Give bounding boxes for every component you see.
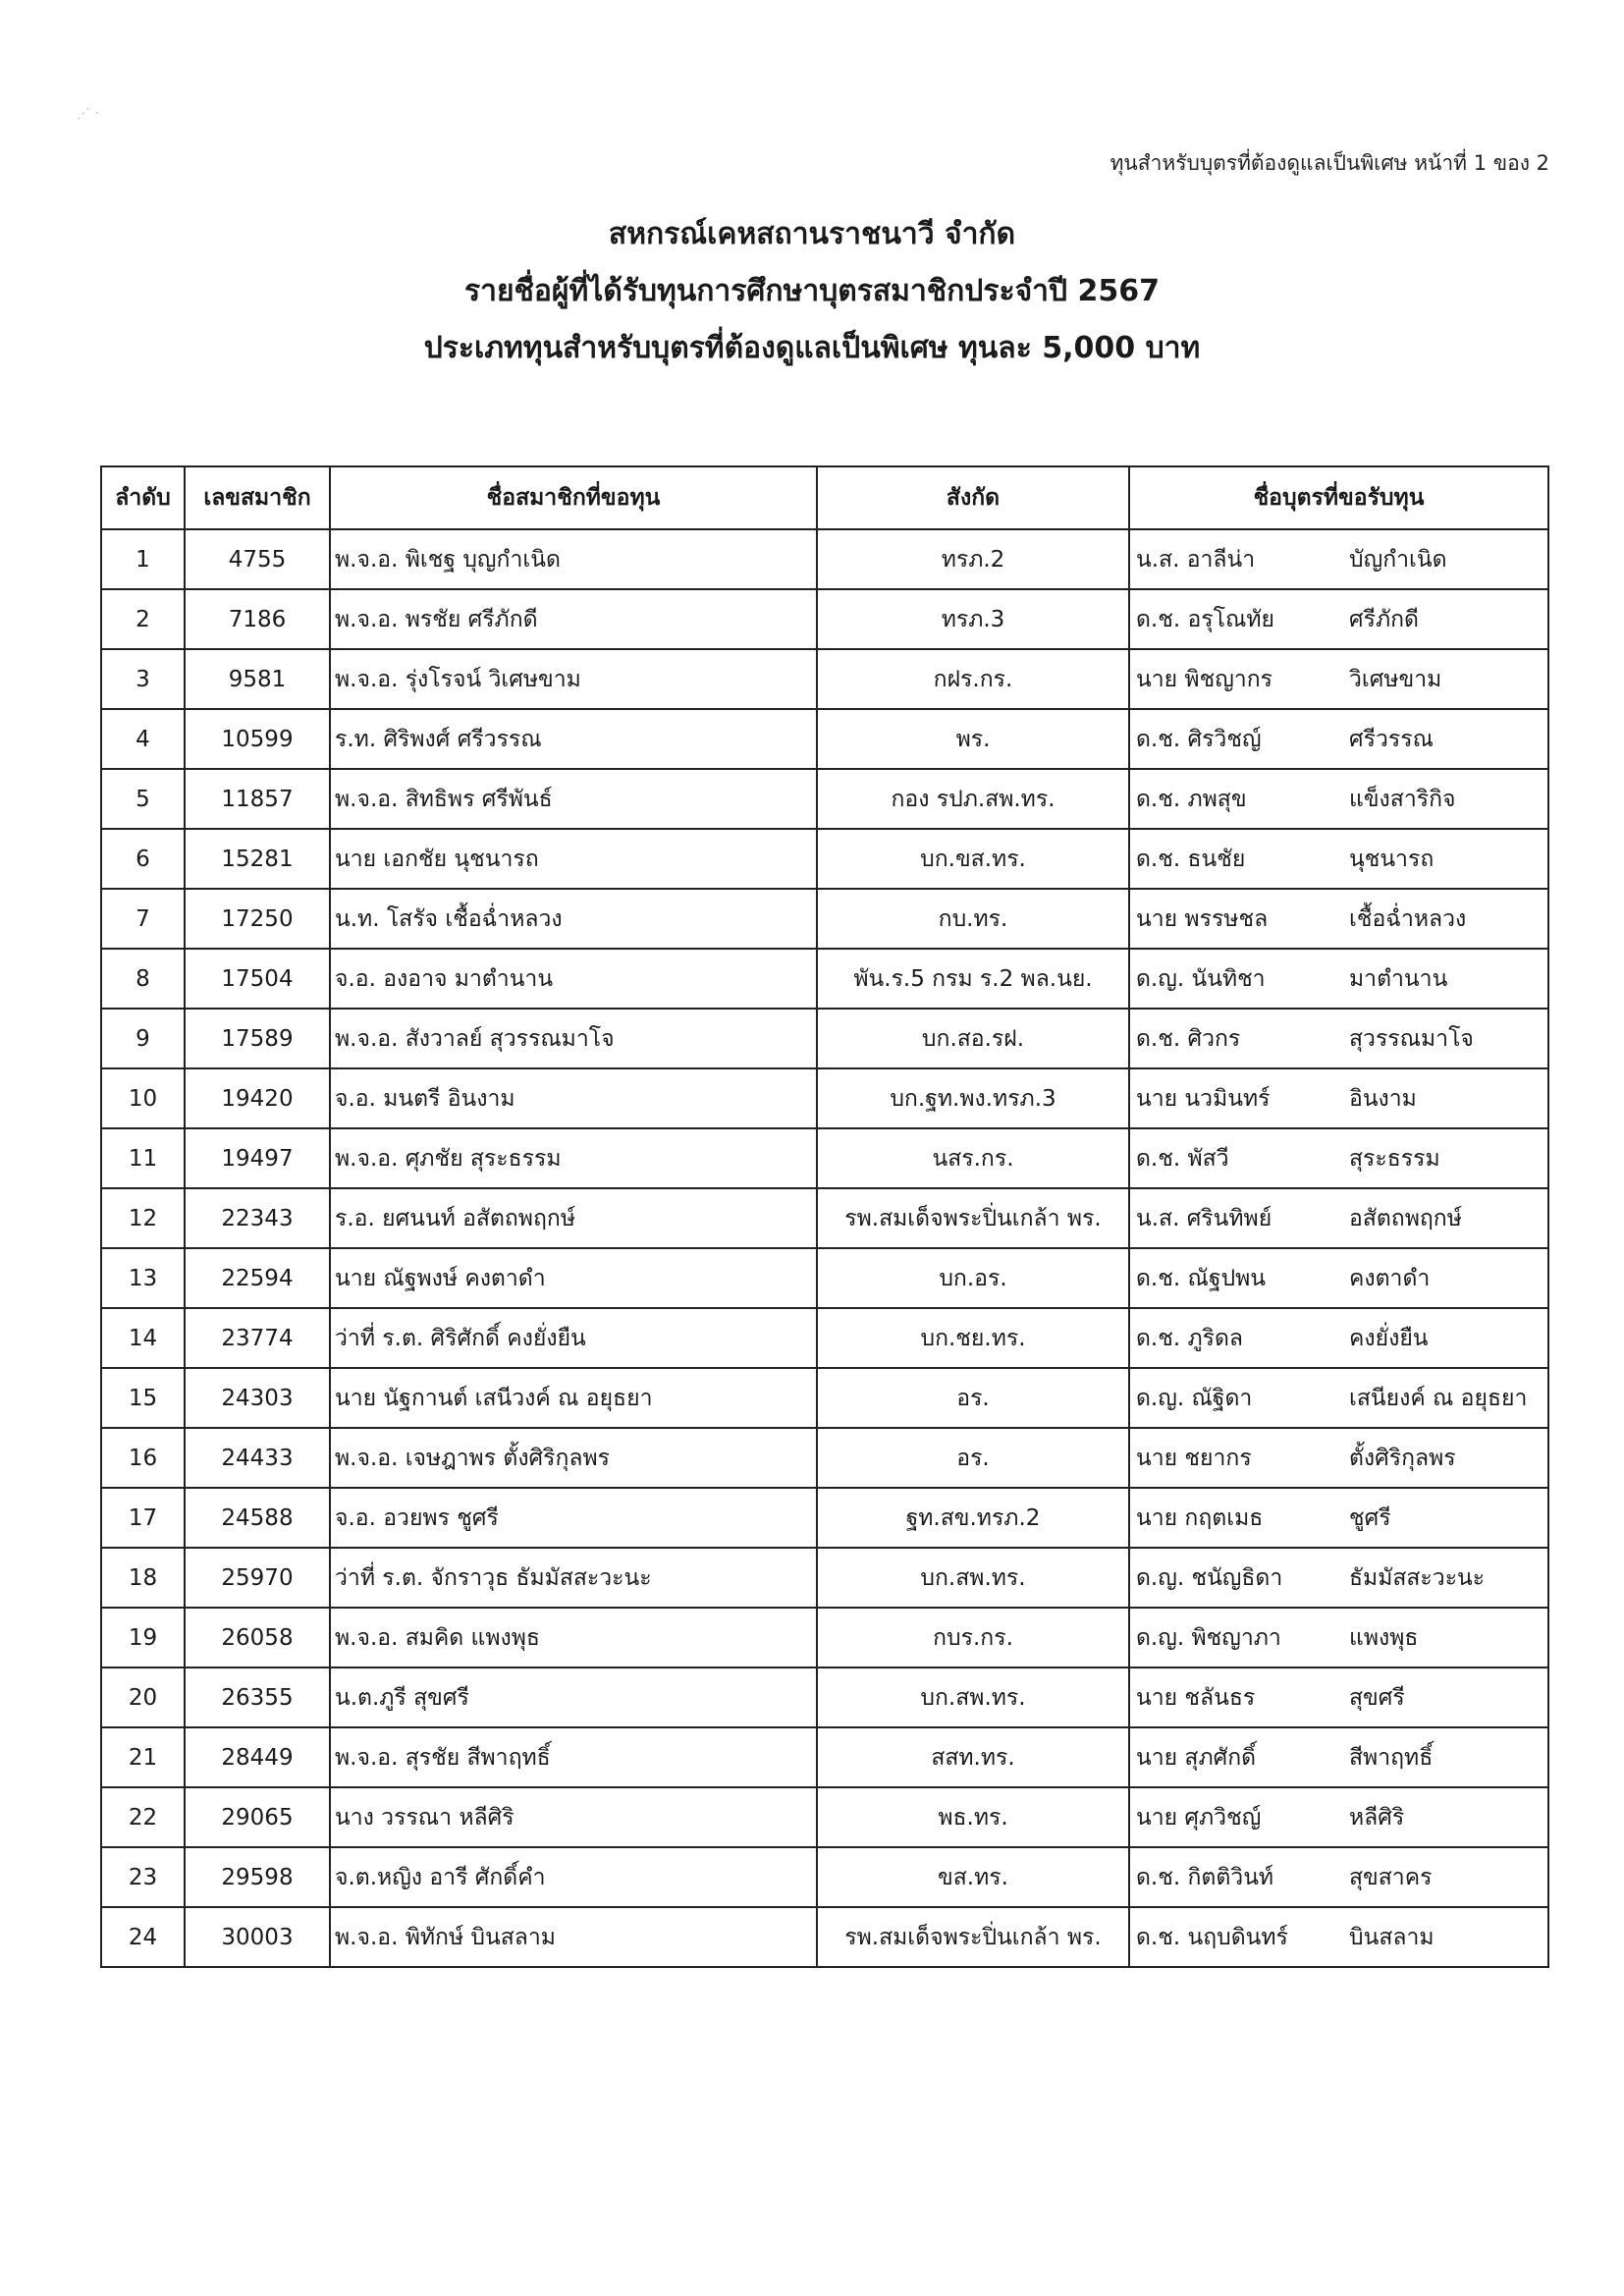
table-row xyxy=(101,829,1548,889)
row-child-last-name: เชื้อฉ่ำหลวง xyxy=(1349,905,1467,932)
row-child-first-name: ด.ญ. นันทิชา xyxy=(1136,965,1266,992)
row-no: 14 xyxy=(101,1308,185,1368)
row-child-cell xyxy=(1129,769,1548,829)
row-child-last-name: บัญกำเนิด xyxy=(1349,546,1447,573)
row-child-last-name: แข็งสาริกิจ xyxy=(1349,786,1456,812)
row-child-cell xyxy=(1129,649,1548,709)
row-member-id: 28449 xyxy=(185,1727,330,1787)
row-member-name: ร.อ. ยศนนท์ อสัตถพฤกษ์ xyxy=(330,1188,817,1248)
row-member-name: นาย ณัฐพงษ์ คงตาดำ xyxy=(330,1248,817,1308)
table-row xyxy=(101,949,1548,1009)
row-child-cell xyxy=(1129,1009,1548,1068)
row-child-first-name: ด.ช. อรุโณทัย xyxy=(1136,606,1274,632)
row-child-first-name: นาย ชยากร xyxy=(1136,1445,1252,1471)
row-child-cell xyxy=(1129,1548,1548,1608)
row-unit: กอง รปภ.สพ.ทร. xyxy=(817,769,1129,829)
header-child-name: ชื่อบุตรที่ขอรับทุน xyxy=(1129,466,1548,529)
table-row xyxy=(101,1368,1548,1428)
row-member-id: 23774 xyxy=(185,1308,330,1368)
row-child-first-name: นาย นวมินทร์ xyxy=(1136,1085,1271,1112)
row-child-cell xyxy=(1129,829,1548,889)
row-child-cell xyxy=(1129,1428,1548,1488)
table-row xyxy=(101,1787,1548,1847)
table-row xyxy=(101,1188,1548,1248)
row-child-last-name: ศรีวรรณ xyxy=(1349,726,1434,752)
document-titles xyxy=(0,206,1624,377)
row-child-last-name: อสัตถพฤกษ์ xyxy=(1349,1205,1462,1231)
row-unit: บก.สพ.ทร. xyxy=(817,1548,1129,1608)
row-child-last-name: บินสลาม xyxy=(1349,1924,1435,1950)
row-child-cell xyxy=(1129,1488,1548,1548)
row-no: 19 xyxy=(101,1608,185,1667)
row-unit: บก.ชย.ทร. xyxy=(817,1308,1129,1368)
row-member-id: 29065 xyxy=(185,1787,330,1847)
row-member-id: 4755 xyxy=(185,529,330,589)
row-child-cell xyxy=(1129,1128,1548,1188)
table-row xyxy=(101,1308,1548,1368)
table-row xyxy=(101,1667,1548,1727)
row-member-id: 24588 xyxy=(185,1488,330,1548)
scan-speck: ⋰ · xyxy=(77,106,99,122)
row-unit: บก.ฐท.พง.ทรภ.3 xyxy=(817,1068,1129,1128)
row-unit: อร. xyxy=(817,1368,1129,1428)
row-member-id: 19420 xyxy=(185,1068,330,1128)
row-member-name: น.ท. โสรัจ เชื้อฉ่ำหลวง xyxy=(330,889,817,949)
row-child-cell xyxy=(1129,1608,1548,1667)
row-no: 20 xyxy=(101,1667,185,1727)
row-member-name: พ.จ.อ. สิทธิพร ศรีพันธ์ xyxy=(330,769,817,829)
row-no: 6 xyxy=(101,829,185,889)
row-unit: อร. xyxy=(817,1428,1129,1488)
row-no: 4 xyxy=(101,709,185,769)
row-child-cell xyxy=(1129,1248,1548,1308)
scholarship-table xyxy=(100,465,1549,1968)
row-unit: นสร.กร. xyxy=(817,1128,1129,1188)
row-child-first-name: นาย ชลันธร xyxy=(1136,1684,1256,1711)
row-no: 18 xyxy=(101,1548,185,1608)
table-row xyxy=(101,1068,1548,1128)
row-member-id: 17589 xyxy=(185,1009,330,1068)
row-member-name: ว่าที่ ร.ต. ศิริศักดิ์ คงยั่งยืน xyxy=(330,1308,817,1368)
row-child-first-name: ด.ช. ภูริดล xyxy=(1136,1325,1244,1351)
row-member-name: พ.จ.อ. สุรชัย สีพาฤทธิ์ xyxy=(330,1727,817,1787)
row-no: 2 xyxy=(101,589,185,649)
row-member-name: จ.อ. องอาจ มาตำนาน xyxy=(330,949,817,1009)
table-row xyxy=(101,1907,1548,1967)
row-child-last-name: คงตาดำ xyxy=(1349,1265,1431,1291)
row-child-last-name: อินงาม xyxy=(1349,1085,1417,1112)
row-no: 1 xyxy=(101,529,185,589)
row-child-cell xyxy=(1129,1787,1548,1847)
row-unit: พธ.ทร. xyxy=(817,1787,1129,1847)
row-unit: รพ.สมเด็จพระปิ่นเกล้า พร. xyxy=(817,1188,1129,1248)
row-no: 22 xyxy=(101,1787,185,1847)
row-no: 16 xyxy=(101,1428,185,1488)
row-member-name: จ.อ. อวยพร ชูศรี xyxy=(330,1488,817,1548)
row-child-cell xyxy=(1129,1727,1548,1787)
row-member-id: 24303 xyxy=(185,1368,330,1428)
row-child-last-name: สีพาฤทธิ์ xyxy=(1349,1744,1434,1771)
row-member-id: 15281 xyxy=(185,829,330,889)
row-unit: ขส.ทร. xyxy=(817,1847,1129,1907)
header-member-name: ชื่อสมาชิกที่ขอทุน xyxy=(330,466,817,529)
row-member-id: 17504 xyxy=(185,949,330,1009)
table-row xyxy=(101,1847,1548,1907)
row-child-last-name: หลีศิริ xyxy=(1349,1804,1405,1831)
row-child-first-name: ด.ช. ศิรวิชญ์ xyxy=(1136,726,1262,752)
row-child-cell xyxy=(1129,1847,1548,1907)
row-child-first-name: นาย กฤตเมธ xyxy=(1136,1504,1264,1531)
row-member-name: จ.อ. มนตรี อินงาม xyxy=(330,1068,817,1128)
row-child-last-name: ธัมมัสสะวะนะ xyxy=(1349,1564,1486,1591)
row-member-name: พ.จ.อ. สมคิด แพงพุธ xyxy=(330,1608,817,1667)
table-row xyxy=(101,1548,1548,1608)
row-member-name: นาย เอกชัย นุชนารถ xyxy=(330,829,817,889)
row-child-last-name: คงยั่งยืน xyxy=(1349,1325,1429,1351)
row-child-cell xyxy=(1129,1907,1548,1967)
row-unit: รพ.สมเด็จพระปิ่นเกล้า พร. xyxy=(817,1907,1129,1967)
row-child-last-name: สุระธรรม xyxy=(1349,1145,1440,1172)
row-child-first-name: นาย พิชญากร xyxy=(1136,666,1272,692)
row-unit: พัน.ร.5 กรม ร.2 พล.นย. xyxy=(817,949,1129,1009)
row-member-name: พ.จ.อ. พิทักษ์ บินสลาม xyxy=(330,1907,817,1967)
row-member-id: 22343 xyxy=(185,1188,330,1248)
row-unit: บก.อร. xyxy=(817,1248,1129,1308)
row-no: 7 xyxy=(101,889,185,949)
row-child-last-name: แพงพุธ xyxy=(1349,1624,1419,1651)
table-row xyxy=(101,1128,1548,1188)
row-member-name: พ.จ.อ. สังวาลย์ สุวรรณมาโจ xyxy=(330,1009,817,1068)
row-child-cell xyxy=(1129,1068,1548,1128)
org-title: สหกรณ์เคหสถานราชนาวี จำกัด xyxy=(608,217,1016,251)
row-member-name: ว่าที่ ร.ต. จักราวุธ ธัมมัสสะวะนะ xyxy=(330,1548,817,1608)
table-row xyxy=(101,1248,1548,1308)
row-unit: บก.สอ.รฝ. xyxy=(817,1009,1129,1068)
row-child-last-name: ตั้งศิริกุลพร xyxy=(1349,1445,1456,1471)
row-child-first-name: ด.ช. ภพสุข xyxy=(1136,786,1247,812)
row-child-cell xyxy=(1129,529,1548,589)
row-no: 11 xyxy=(101,1128,185,1188)
row-member-id: 11857 xyxy=(185,769,330,829)
row-no: 17 xyxy=(101,1488,185,1548)
row-child-last-name: สุวรรณมาโจ xyxy=(1349,1025,1474,1052)
row-member-id: 26058 xyxy=(185,1608,330,1667)
row-child-cell xyxy=(1129,949,1548,1009)
table-row xyxy=(101,1608,1548,1667)
row-child-last-name: วิเศษขาม xyxy=(1349,666,1442,692)
header-unit: สังกัด xyxy=(817,466,1129,529)
row-child-first-name: นาย พรรษชล xyxy=(1136,905,1269,932)
header-member-id: เลขสมาชิก xyxy=(185,466,330,529)
row-child-cell xyxy=(1129,1188,1548,1248)
row-member-id: 30003 xyxy=(185,1907,330,1967)
row-unit: ทรภ.2 xyxy=(817,529,1129,589)
row-child-last-name: สุขสาคร xyxy=(1349,1864,1433,1890)
table-row xyxy=(101,1488,1548,1548)
row-child-cell xyxy=(1129,889,1548,949)
row-child-first-name: ด.ช. ธนชัย xyxy=(1136,846,1246,872)
table-row xyxy=(101,1428,1548,1488)
row-child-first-name: ด.ช. ศิวกร xyxy=(1136,1025,1241,1052)
row-member-id: 7186 xyxy=(185,589,330,649)
row-child-first-name: ด.ช. นฤบดินทร์ xyxy=(1136,1924,1288,1950)
row-member-id: 26355 xyxy=(185,1667,330,1727)
row-child-last-name: สุขศรี xyxy=(1349,1684,1405,1711)
row-child-last-name: ชูศรี xyxy=(1349,1504,1391,1531)
row-member-name: พ.จ.อ. เจษฎาพร ตั้งศิริกุลพร xyxy=(330,1428,817,1488)
row-member-name: พ.จ.อ. ศุภชัย สุระธรรม xyxy=(330,1128,817,1188)
row-member-id: 25970 xyxy=(185,1548,330,1608)
scholarship-table-container xyxy=(100,465,1547,1968)
row-child-first-name: นาย ศุภวิชญ์ xyxy=(1136,1804,1262,1831)
row-member-id: 10599 xyxy=(185,709,330,769)
row-member-id: 17250 xyxy=(185,889,330,949)
header-no: ลำดับ xyxy=(101,466,185,529)
row-unit: บก.ขส.ทร. xyxy=(817,829,1129,889)
row-child-first-name: ด.ญ. ณัฐิดา xyxy=(1136,1385,1253,1411)
row-child-first-name: ด.ช. กิตติวินท์ xyxy=(1136,1864,1274,1890)
row-child-last-name: ศรีภักดี xyxy=(1349,606,1419,632)
row-member-id: 9581 xyxy=(185,649,330,709)
table-body xyxy=(101,529,1548,1967)
row-child-first-name: ด.ช. พัสวี xyxy=(1136,1145,1229,1172)
row-member-name: น.ต.ภูรี สุขศรี xyxy=(330,1667,817,1727)
row-child-first-name: น.ส. ศรินทิพย์ xyxy=(1136,1205,1272,1231)
table-row xyxy=(101,709,1548,769)
table-row xyxy=(101,889,1548,949)
row-no: 23 xyxy=(101,1847,185,1907)
table-row xyxy=(101,1727,1548,1787)
table-row xyxy=(101,649,1548,709)
row-unit: กบร.กร. xyxy=(817,1608,1129,1667)
row-child-cell xyxy=(1129,1368,1548,1428)
row-no: 13 xyxy=(101,1248,185,1308)
row-child-cell xyxy=(1129,709,1548,769)
row-no: 3 xyxy=(101,649,185,709)
row-child-cell xyxy=(1129,1667,1548,1727)
table-row xyxy=(101,589,1548,649)
row-member-name: นาง วรรณา หลีศิริ xyxy=(330,1787,817,1847)
row-member-name: ร.ท. ศิริพงศ์ ศรีวรรณ xyxy=(330,709,817,769)
table-row xyxy=(101,1009,1548,1068)
row-child-first-name: ด.ญ. ชนัญธิดา xyxy=(1136,1564,1283,1591)
row-child-last-name: นุชนารถ xyxy=(1349,846,1435,872)
row-child-first-name: น.ส. อาลีน่า xyxy=(1136,546,1256,573)
row-unit: กฝร.กร. xyxy=(817,649,1129,709)
row-member-name: นาย นัฐกานต์ เสนีวงค์ ณ อยุธยา xyxy=(330,1368,817,1428)
scholarship-type-title: ประเภททุนสำหรับบุตรที่ต้องดูแลเป็นพิเศษ ทุนละ 5,000 บาท xyxy=(423,331,1201,365)
row-no: 10 xyxy=(101,1068,185,1128)
row-member-name: พ.จ.อ. พิเชฐ บุญกำเนิด xyxy=(330,529,817,589)
row-member-id: 24433 xyxy=(185,1428,330,1488)
row-member-name: พ.จ.อ. รุ่งโรจน์ วิเศษขาม xyxy=(330,649,817,709)
row-no: 12 xyxy=(101,1188,185,1248)
table-header-row xyxy=(101,466,1548,529)
row-member-name: จ.ต.หญิง อารี ศักดิ์คำ xyxy=(330,1847,817,1907)
row-child-first-name: นาย สุภศักดิ์ xyxy=(1136,1744,1257,1771)
row-child-last-name: มาตำนาน xyxy=(1349,965,1448,992)
row-no: 15 xyxy=(101,1368,185,1428)
row-no: 8 xyxy=(101,949,185,1009)
row-member-id: 19497 xyxy=(185,1128,330,1188)
row-unit: ฐท.สข.ทรภ.2 xyxy=(817,1488,1129,1548)
page-header: ทุนสำหรับบุตรที่ต้องดูแลเป็นพิเศษ หน้าที่ 1 ของ 2 xyxy=(1110,151,1549,175)
row-unit: ทรภ.3 xyxy=(817,589,1129,649)
row-unit: กบ.ทร. xyxy=(817,889,1129,949)
row-member-name: พ.จ.อ. พรชัย ศรีภักดี xyxy=(330,589,817,649)
row-no: 24 xyxy=(101,1907,185,1967)
row-child-first-name: ด.ญ. พิชญาภา xyxy=(1136,1624,1281,1651)
row-no: 5 xyxy=(101,769,185,829)
table-row xyxy=(101,529,1548,589)
row-child-last-name: เสนียงค์ ณ อยุธยา xyxy=(1349,1385,1528,1411)
table-row xyxy=(101,769,1548,829)
row-member-id: 22594 xyxy=(185,1248,330,1308)
row-child-first-name: ด.ช. ณัฐปพน xyxy=(1136,1265,1266,1291)
row-child-cell xyxy=(1129,589,1548,649)
row-unit: บก.สพ.ทร. xyxy=(817,1667,1129,1727)
row-no: 21 xyxy=(101,1727,185,1787)
list-title: รายชื่อผู้ที่ได้รับทุนการศึกษาบุตรสมาชิกประจำปี 2567 xyxy=(463,274,1160,308)
row-unit: สสท.ทร. xyxy=(817,1727,1129,1787)
row-child-cell xyxy=(1129,1308,1548,1368)
row-member-id: 29598 xyxy=(185,1847,330,1907)
row-unit: พร. xyxy=(817,709,1129,769)
row-no: 9 xyxy=(101,1009,185,1068)
